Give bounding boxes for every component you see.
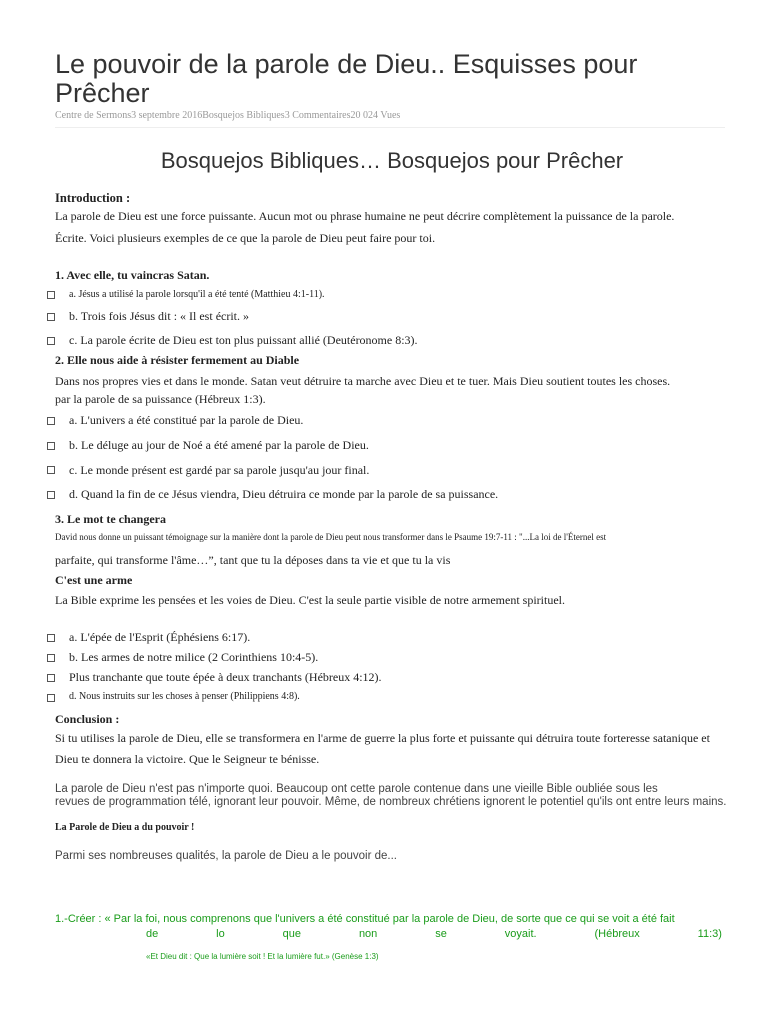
- create-word: que: [282, 928, 302, 940]
- article-meta: Centre de Sermons3 septembre 2016Bosquejos Bibliques3 Commentaires20 024 Vues: [55, 110, 401, 121]
- paragraph-line-1: La parole de Dieu n'est pas n'importe quoi. Beaucoup ont cette parole contenue dans une vieille Bible oubliée sous les: [55, 783, 658, 795]
- weapon-item: Plus tranchante que toute épée à deux tranchants (Hébreux 4:12).: [69, 670, 382, 684]
- qualities-line: Parmi ses nombreuses qualités, la parole de Dieu a le pouvoir de...: [55, 850, 397, 862]
- bullet-box-icon: [47, 466, 55, 474]
- power-heading: La Parole de Dieu a du pouvoir !: [55, 822, 195, 833]
- intro-heading: Introduction :: [55, 191, 131, 205]
- genesis-quote: «Et Dieu dit : Que la lumière soit ! Et la lumière fut.» (Genèse 1:3): [146, 952, 379, 961]
- create-word: voyait.: [504, 928, 537, 940]
- weapon-item: d. Nous instruits sur les choses à penser (Philippiens 4:8).: [69, 691, 300, 702]
- paragraph-line-2: revues de programmation télé, ignorant leur pouvoir. Même, de nombreux chrétiens ignorent le potentiel qu'ils ont entre leurs mains.: [55, 796, 727, 808]
- weapon-item: a. L'épée de l'Esprit (Éphésiens 6:17).: [69, 630, 251, 644]
- create-line-2: [146, 928, 722, 940]
- section1-heading: 1. Avec elle, tu vaincras Satan.: [55, 268, 210, 282]
- weapon-item: b. Les armes de notre milice (2 Corinthiens 10:4-5).: [69, 650, 319, 664]
- create-word: (Hébreux: [594, 928, 640, 940]
- create-word: se: [435, 928, 447, 940]
- article-title: Le pouvoir de la parole de Dieu.. Esquisses pour Prêcher: [55, 49, 638, 108]
- create-word: non: [358, 928, 378, 940]
- section2-line-2: par la parole de sa puissance (Hébreux 1:3).: [55, 392, 266, 406]
- section3-heading: 3. Le mot te changera: [55, 512, 166, 526]
- bullet-box-icon: [47, 417, 55, 425]
- bullet-box-icon: [47, 674, 55, 682]
- create-word: lo: [216, 928, 225, 940]
- bullet-box-icon: [47, 442, 55, 450]
- section1-item: a. Jésus a utilisé la parole lorsqu'il a été tenté (Matthieu 4:1-11).: [69, 289, 325, 300]
- create-line-1: 1.-Créer : « Par la foi, nous comprenons que l'univers a été constitué par la parole de Dieu, de sorte que ce qui se voit a été fait: [55, 913, 675, 925]
- section2-item: c. Le monde présent est gardé par sa parole jusqu'au jour final.: [69, 463, 370, 477]
- bullet-box-icon: [47, 694, 55, 702]
- bullet-box-icon: [47, 654, 55, 662]
- bullet-box-icon: [47, 313, 55, 321]
- bullet-box-icon: [47, 291, 55, 299]
- intro-line-2: Écrite. Voici plusieurs exemples de ce que la parole de Dieu peut faire pour toi.: [55, 231, 436, 245]
- weapon-line: La Bible exprime les pensées et les voies de Dieu. C'est la seule partie visible de notre armement spirituel.: [55, 593, 566, 607]
- bullet-box-icon: [47, 491, 55, 499]
- section2-line-1: Dans nos propres vies et dans le monde. Satan veut détruire ta marche avec Dieu et te tuer. Mais Dieu soutient toutes les choses.: [55, 374, 671, 388]
- create-word: de: [146, 928, 159, 940]
- section1-item: c. La parole écrite de Dieu est ton plus puissant allié (Deutéronome 8:3).: [69, 333, 418, 347]
- section2-item: a. L'univers a été constitué par la parole de Dieu.: [69, 413, 304, 427]
- article-subtitle: Bosquejos Bibliques… Bosquejos pour Prêcher: [160, 148, 624, 173]
- section1-item: b. Trois fois Jésus dit : « Il est écrit. »: [69, 309, 250, 323]
- weapon-heading: C'est une arme: [55, 573, 133, 587]
- bullet-box-icon: [47, 634, 55, 642]
- bullet-box-icon: [47, 337, 55, 345]
- conclusion-line-2: Dieu te donnera la victoire. Que le Seigneur te bénisse.: [55, 752, 320, 766]
- conclusion-heading: Conclusion :: [55, 712, 120, 726]
- section2-item: d. Quand la fin de ce Jésus viendra, Dieu détruira ce monde par la parole de sa puissance.: [69, 487, 499, 501]
- intro-line-1: La parole de Dieu est une force puissante. Aucun mot ou phrase humaine ne peut décrire complètement la puissance de la parole.: [55, 209, 675, 223]
- conclusion-line-1: Si tu utilises la parole de Dieu, elle se transformera en l'arme de guerre la plus forte et puissante qui détruira toute forteresse satanique et: [55, 731, 710, 745]
- section2-heading: 2. Elle nous aide à résister fermement au Diable: [55, 353, 300, 367]
- create-word: 11:3): [697, 928, 722, 940]
- section2-item: b. Le déluge au jour de Noé a été amené par la parole de Dieu.: [69, 438, 369, 452]
- section3-line-2: parfaite, qui transforme l'âme…”, tant que tu la déposes dans ta vie et que tu la vis: [55, 553, 451, 567]
- section3-line-1: David nous donne un puissant témoignage sur la manière dont la parole de Dieu peut nous transformer dans le Psaume 19:7-11 : "...La loi de l'Éternel est: [55, 532, 607, 542]
- divider: [55, 127, 725, 128]
